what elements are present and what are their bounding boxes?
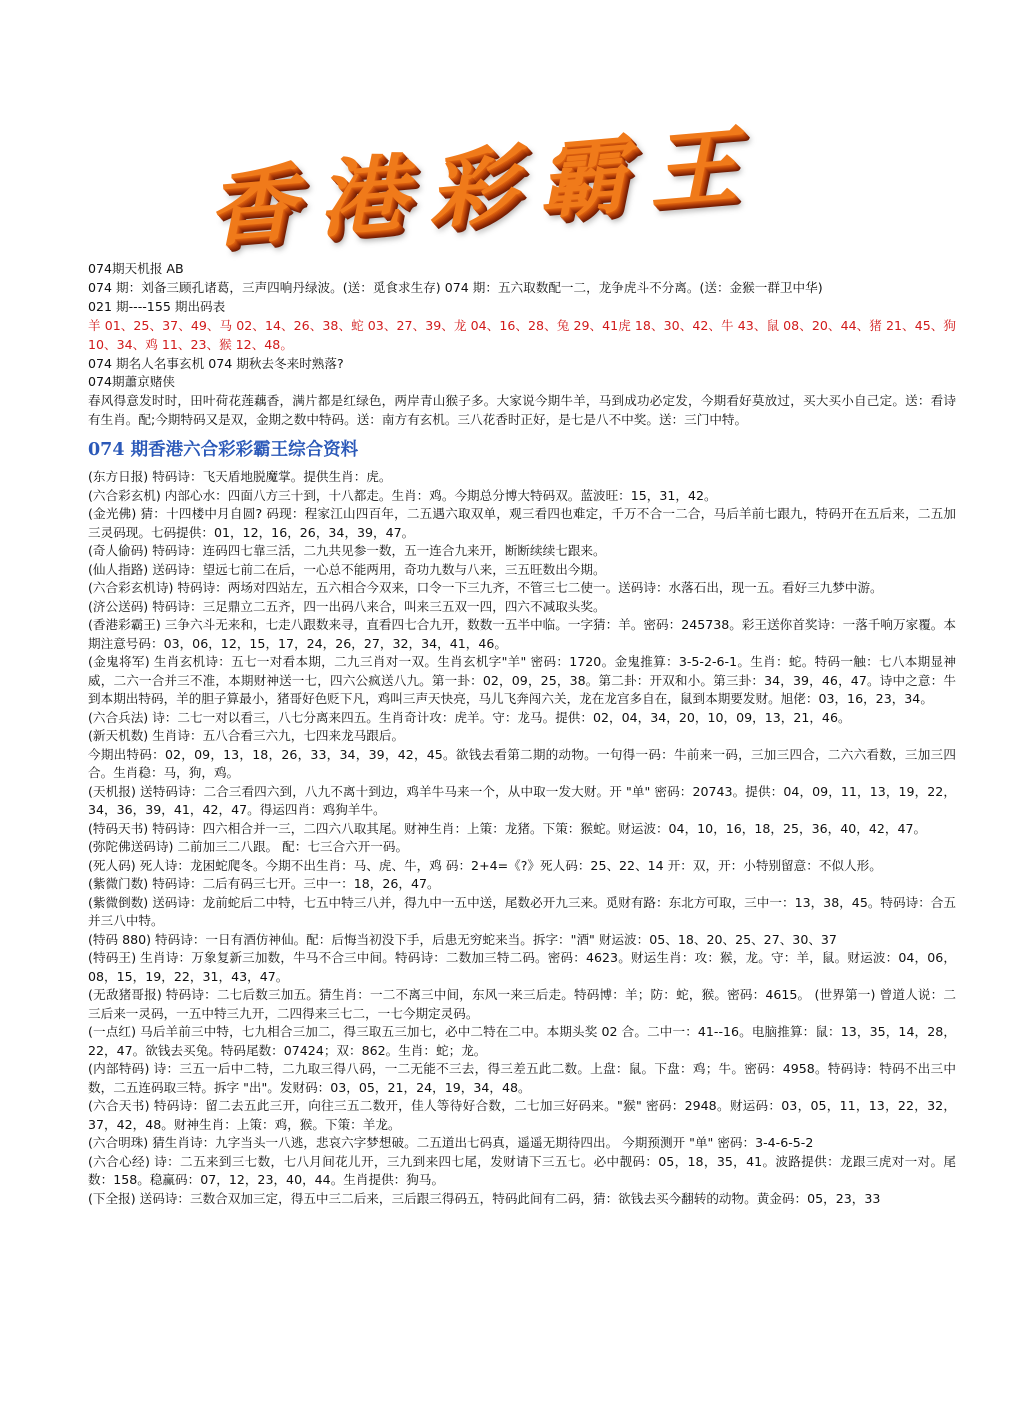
paragraph: (紫微倒数) 送码诗：龙前蛇后二中特，七五中特三八并，得九中一五中送，尾数必开九三来。觅财有路：东北方可取，三中一：13，38，45。特码诗：合五并三八中特。 bbox=[88, 894, 956, 929]
banner-title: 香港彩霸王 bbox=[205, 112, 777, 260]
paragraph: (金光佛) 猜：十四楼中月自圆? 码现：程家江山四百年，二五遇六取双单，观三看四也难定，千万不合一二合，马后羊前七跟九，特码开在五后来，二五加三灵码现。七码提供：01，12，16，26，34，39，47。 bbox=[88, 506, 956, 540]
intro-line: 021 期----155 期出码表 bbox=[88, 298, 226, 314]
paragraph: (紫微门数) 特码诗：二后有码三七开。三中一：18，26，47。 bbox=[88, 876, 440, 892]
paragraph: (特码 880) 特码诗：一日有酒仿神仙。配：后悔当初没下手，后患无穷蛇来当。拆字："酒" 财运波：05、18、20、25、27、30、37 bbox=[88, 931, 837, 947]
paragraph: (无敌猪哥报) 特码诗：二七后数三加五。猜生肖：一二不离三中间，东风一来三后走。特码博：羊；防：蛇，猴。密码：4615。 (世界第一) 曾道人说：二三后来一灵码，一五中特三九开，二四得来三七二，一七今期定灵码。 bbox=[88, 987, 956, 1021]
paragraph: (特码天书) 特码诗：四六相合并一三，二四六八取其尾。财神生肖：上策：龙猪。下策：猴蛇。财运波：04，10，16，18，25，36，40，42，47。 bbox=[88, 820, 927, 836]
paragraph: (六合天书) 特码诗：留二去五此三开，向往三五二数开，佳人等待好合数，二七加三好码来。"猴" 密码：2948。财运码：03，05，11，13，22，32，37，42，48。财神生肖：上策：鸡，猴。下策：羊龙。 bbox=[88, 1098, 956, 1132]
paragraph: (东方日报) 特码诗：飞天盾地脱魔掌。提供生肖：虎。 bbox=[88, 469, 392, 485]
paragraph: (六合兵法) 诗：二七一对以看三，八七分离来四五。生肖奇计攻：虎羊。守：龙马。提供：02，04，34，20，10，09，13，21，46。 bbox=[88, 709, 851, 725]
paragraph: (济公送码) 特码诗：三足鼎立二五齐，四一出码八来合，叫来三五双一四，四六不减取头奖。 bbox=[88, 598, 606, 614]
paragraph: (天机报) 送特码诗：二合三看四六到，八九不离十到边，鸡羊牛马来一个，从中取一发大财。开 "单" 密码：20743。提供：04，09，11，13，19，22，34，36，39，41，42，47。得运四肖：鸡狗羊牛。 bbox=[88, 783, 956, 818]
paragraph: (特码王) 生肖诗：万象复新三加数，牛马不合三中间。特码诗：二数加三特二码。密码：4623。财运生肖：攻：猴，龙。守：羊，鼠。财运波：04，06，08，15，19，22，31，43，47。 bbox=[88, 950, 956, 984]
intro-line: 074期天机报 AB bbox=[88, 261, 184, 276]
section-heading: 074 期香港六合彩彩霸王综合资料 bbox=[88, 440, 359, 461]
paragraph: (仙人指路) 送码诗：望远七前二在后，一心总不能两用，奇功九数与八来，三五旺数出今期。 bbox=[88, 561, 606, 577]
intro-line: 074期蕭京赌侠 bbox=[88, 374, 176, 390]
paragraph: 今期出特码：02，09，13，18，26，33，34，39，42，45。欲钱去看第二期的动物。一句得一码：牛前来一码，三加三四合，二六六看数，三加三四合。生肖稳：马，狗，鸡。 bbox=[88, 746, 956, 781]
intro-poem: 春风得意发时时，田叶荷花莲藕香，满片都是红绿色，两岸青山猴子多。大家说今期牛羊，马到成功必定发，今期看好莫放过，买大买小自己定。送：看诗有生肖。配;今期特码又是双，金期之数中特码。送：南方有玄机。三八花香时正好，是七是八不中奖。送：三门中特。 bbox=[88, 393, 956, 428]
paragraph: (金鬼将军) 生肖玄机诗：五七一对看本期，二九三肖对一双。生肖玄机字"羊" 密码：1720。金鬼推算：3-5-2-6-1。生肖：蛇。特码一触：七八本期显神威，二六一合并三不准，本期财神送一七，四六公疯送八九。第一卦：02，09，25，38。第二卦：开双和小。第三卦：34，39，46，47。诗中之意：牛到本期出特码，羊的胆子算最小，猪哥好色贬下凡，鸡叫三声天快亮，马儿飞奔闯六关，龙在龙宫多自在，鼠到本期要发财。旭佬：03，16，23，34。 bbox=[88, 654, 956, 707]
zodiac-number-table: 羊 01、25、37、49、马 02、14、26、38、蛇 03、27、39、龙 04、16、28、兔 29、41虎 18、30、42、牛 43、鼠 08、20、44、猪 21、45、狗 10、34、鸡 11、23、猴 12、48。 bbox=[88, 317, 956, 352]
paragraph: (六合彩玄机) 内部心水：四面八方三十到，十八都走。生肖：鸡。今期总分博大特码双。蓝波旺：15，31，42。 bbox=[88, 487, 717, 503]
paragraph: (香港彩霸王) 三争六斗无来和，七走八跟数来寻，直看四七合九开，数数一五半中临。一字猜：羊。密码：245738。彩王送你首奖诗：一落千响万家覆。本期注意号码：03，06，12，15，17，24，26，27，32，34，41，46。 bbox=[88, 617, 956, 651]
paragraph: (六合心经) 诗：二五来到三七数，七八月间花儿开，三九到来四七尾，发财请下三五七。必中靓码：05，18，35，41。波路提供：龙跟三虎对一对。尾数：158。稳赢码：07，12，23，40，44。生肖提供：狗马。 bbox=[88, 1153, 956, 1188]
title-banner bbox=[205, 91, 811, 260]
paragraph: (六合明珠) 猜生肖诗：九字当头一八逃，悲哀六字梦想破。二五道出七码真，遥遥无期待四出。 今期预测开 "单" 密码：3-4-6-5-2 bbox=[88, 1135, 814, 1151]
paragraph: (弥陀佛送码诗) 二前加三二八跟。 配：七三合六开一码。 bbox=[88, 839, 409, 855]
paragraph: (死人码) 死人诗：龙困蛇爬冬。今期不出生肖：马、虎、牛，鸡 码：2+4=《?》死人码：25、22、14 开：双，开：小特别留意：不似人形。 bbox=[88, 857, 882, 873]
paragraph: (新天机数) 生肖诗：五八合看三六九，七四来龙马跟后。 bbox=[88, 728, 405, 744]
intro-line: 074 期名人名事玄机 074 期秋去冬来时熟落? bbox=[88, 355, 344, 371]
paragraph: (下全报) 送码诗：三数合双加三定，得五中三二后来，三后跟三得码五，特码此间有二码，猜：欲钱去买今翻转的动物。黄金码：05，23，33 bbox=[88, 1190, 881, 1206]
paragraph: (六合彩玄机诗) 特码诗：两场对四站左，五六相合今双来，口令一下三九齐，不管三七二使一。送码诗：水落石出，现一五。看好三九梦中游。 bbox=[88, 580, 883, 596]
article-body bbox=[88, 260, 956, 1208]
paragraph: (内部特码) 诗：三五一后中二特，二九取三得八码，一二无能不三去，得三差五此二数。上盘：鼠。下盘：鸡；牛。密码：4958。特码诗：特码不出三中数，二五连码取三特。拆字 "出"。发财码：03，05，21，24，19，34，48。 bbox=[88, 1061, 956, 1095]
paragraph: (奇人偷码) 特码诗：连码四七靠三活，二九共见参一数，五一连合九来开，断断续续七跟来。 bbox=[88, 543, 606, 559]
section-paragraphs bbox=[88, 468, 956, 1208]
intro-line: 074 期：刘备三顾孔诸葛，三声四响丹绿波。(送：觅食求生存) 074 期：五六取数配一二，龙争虎斗不分离。(送：金猴一群卫中华) bbox=[88, 279, 823, 295]
paragraph: (一点红) 马后羊前三中特，七九相合三加二，得三取五三加七，必中二特在二中。本期头奖 02 合。二中一：41--16。电脑推算：鼠：13，35，14，28，22，47。欲钱去买兔。特码尾数：07424；双：862。生肖：蛇；龙。 bbox=[88, 1024, 956, 1058]
